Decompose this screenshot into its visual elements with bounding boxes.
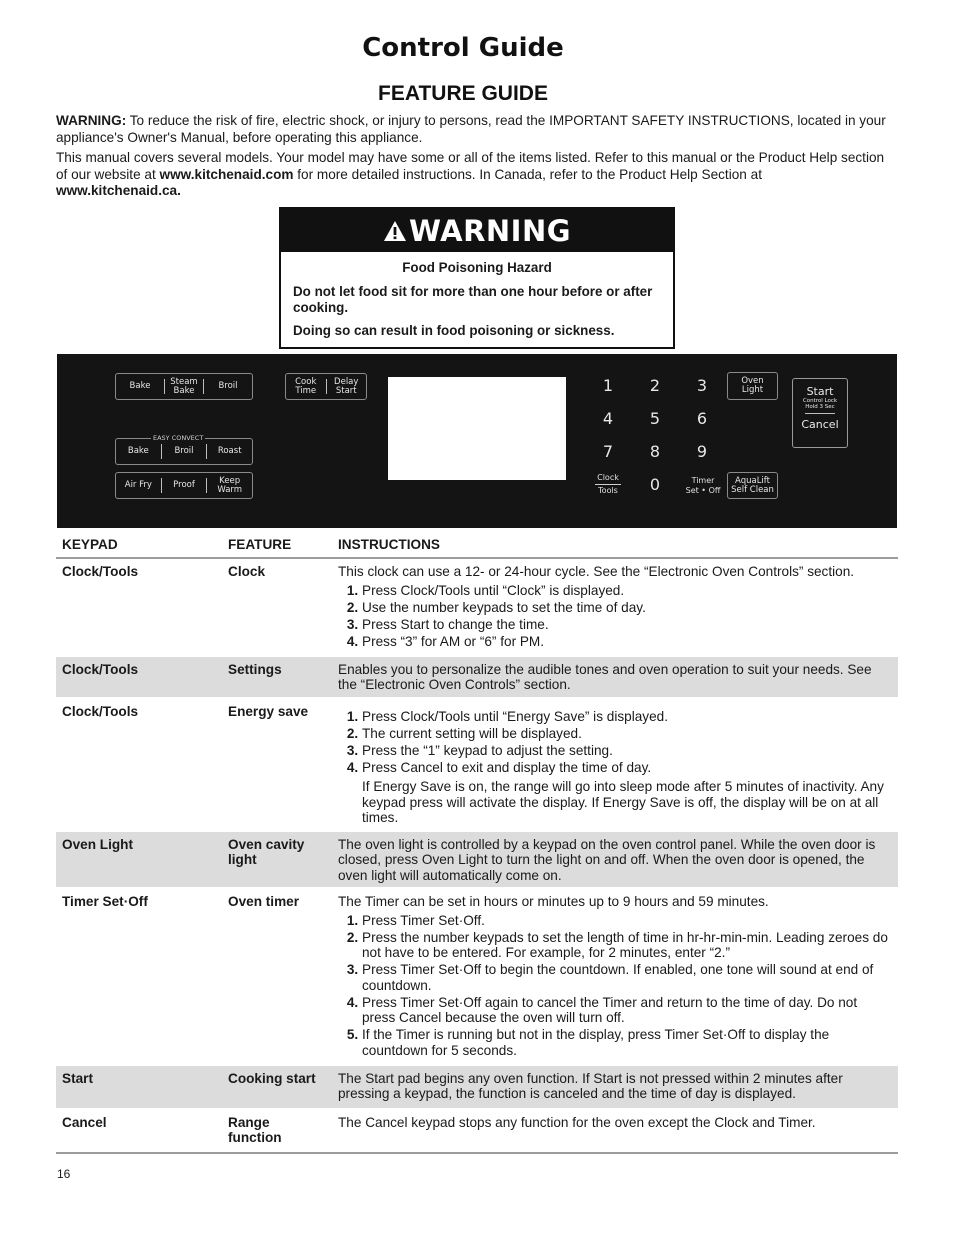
step-item: 2. The current setting will be displayed. bbox=[362, 726, 892, 742]
start-cancel-keypad bbox=[792, 378, 848, 448]
feature-cell: Oven timer bbox=[222, 888, 332, 1065]
step-item: 1. Press Timer Set·Off. bbox=[362, 913, 892, 929]
instructions-cell: The oven light is controlled by a keypad on the oven control panel. While the oven door is closed, press Oven Light to turn the light on and off. When the oven door is opened, the oven light will automatically come on. bbox=[332, 831, 898, 889]
timer-label: Timer bbox=[691, 476, 715, 485]
section-title: FEATURE GUIDE bbox=[378, 82, 548, 105]
instructions-cell: The Start pad begins any oven function. If Start is not pressed within 2 minutes after pressing a keypad, the function is canceled and the time of day is displayed. bbox=[332, 1065, 898, 1109]
table-row bbox=[56, 656, 898, 698]
digit-4-keypad[interactable]: 4 bbox=[602, 409, 614, 428]
air-fry-keypad[interactable]: Air Fry bbox=[124, 480, 152, 490]
digit-9-keypad[interactable]: 9 bbox=[696, 442, 708, 461]
manual-text-2: for more detailed instructions. In Canada, refer to the Product Help Section at bbox=[293, 166, 762, 182]
digit-0-keypad[interactable]: 0 bbox=[649, 475, 661, 494]
hazard-line-2: Doing so can result in food poisoning or sickness. bbox=[293, 323, 615, 338]
row-description: The Timer can be set in hours or minutes up to 9 hours and 59 minutes. bbox=[338, 894, 769, 909]
cook-mode-keypad-group bbox=[115, 373, 253, 400]
step-item: 4. Press Cancel to exit and display the time of day. bbox=[362, 760, 892, 776]
start-keypad[interactable]: Start bbox=[806, 385, 834, 398]
step-item: 1. Press Clock/Tools until “Energy Save” is displayed. bbox=[362, 709, 892, 725]
instructions-column-header: INSTRUCTIONS bbox=[332, 536, 898, 558]
oven-display bbox=[388, 377, 566, 480]
instructions-cell bbox=[332, 698, 898, 831]
clock-label: Clock bbox=[597, 473, 619, 482]
warning-label: WARNING: bbox=[56, 113, 127, 128]
tools-label: Tools bbox=[598, 486, 618, 495]
digit-3-keypad[interactable]: 3 bbox=[696, 376, 708, 395]
delay-start-keypad[interactable]: Delay Start bbox=[334, 376, 359, 396]
clock-tools-keypad[interactable] bbox=[590, 473, 626, 496]
hold-label: Hold 3 Sec bbox=[805, 404, 835, 410]
timer-set-off-keypad[interactable] bbox=[680, 476, 726, 496]
feature-cell: Oven cavity light bbox=[222, 831, 332, 889]
proof-keypad[interactable]: Proof bbox=[173, 480, 195, 490]
table-row bbox=[56, 888, 898, 1065]
oven-light-label: Oven Light bbox=[741, 376, 764, 395]
oven-light-keypad[interactable] bbox=[727, 372, 778, 400]
warning-header bbox=[281, 209, 673, 252]
table-row bbox=[56, 1109, 898, 1153]
broil-keypad[interactable]: Broil bbox=[218, 381, 238, 391]
convect-broil-keypad[interactable]: Broil bbox=[174, 446, 194, 456]
step-item: 4. Press Timer Set·Off again to cancel the Timer and return to the time of day. Do not press Cancel because the oven will turn off. bbox=[362, 995, 892, 1026]
convect-bake-keypad[interactable]: Bake bbox=[127, 446, 149, 456]
cancel-keypad[interactable]: Cancel bbox=[801, 418, 839, 431]
step-item: 2. Press the number keypads to set the length of time in hr-hr-min-min. Leading zeroes do not have to be entered. For example, for 2 minutes, enter “2.” bbox=[362, 930, 892, 961]
steam-bake-keypad[interactable]: Steam Bake bbox=[170, 376, 198, 396]
aqualift-self-clean-keypad[interactable] bbox=[727, 472, 778, 499]
feature-cell: Energy save bbox=[222, 698, 332, 831]
step-item: 4. Press “3” for AM or “6” for PM. bbox=[362, 634, 892, 650]
table-row bbox=[56, 558, 898, 656]
special-mode-keypad-group bbox=[115, 472, 253, 499]
control-lock-label: Control Lock bbox=[802, 398, 838, 404]
bake-keypad[interactable]: Bake bbox=[129, 381, 151, 391]
table-header-row bbox=[56, 536, 898, 558]
aqualift-label: AquaLift Self Clean bbox=[731, 475, 774, 495]
website-us-link[interactable]: www.kitchenaid.com bbox=[159, 166, 294, 182]
digit-1-keypad[interactable]: 1 bbox=[602, 376, 614, 395]
convect-roast-keypad[interactable]: Roast bbox=[217, 446, 242, 456]
table-row bbox=[56, 698, 898, 831]
digit-5-keypad[interactable]: 5 bbox=[649, 409, 661, 428]
set-off-label: Set • Off bbox=[685, 486, 721, 495]
easy-convect-keypad-group bbox=[115, 438, 253, 465]
manual-text-1: This manual covers several models. Your model may have some or all of the items listed. Refer to this manual or the Product Help section of our website at bbox=[56, 150, 885, 182]
steps-list bbox=[338, 913, 892, 1059]
hazard-line-1: Do not let food sit for more than one hour before or after cooking. bbox=[293, 284, 653, 315]
table-row bbox=[56, 831, 898, 889]
instructions-cell: Enables you to personalize the audible tones and oven operation to suit your needs. See the “Electronic Oven Controls” section. bbox=[332, 656, 898, 698]
keypad-cell: Clock/Tools bbox=[56, 656, 222, 698]
feature-table bbox=[56, 536, 898, 1154]
keypad-cell: Cancel bbox=[56, 1109, 222, 1153]
easy-convect-label: EASY CONVECT bbox=[153, 434, 204, 442]
step-item: 3. Press the “1” keypad to adjust the setting. bbox=[362, 743, 892, 759]
steps-list bbox=[338, 583, 892, 650]
keypad-cell: Oven Light bbox=[56, 831, 222, 889]
instructions-cell bbox=[332, 888, 898, 1065]
feature-cell: Clock bbox=[222, 558, 332, 656]
step-item: 2. Use the number keypads to set the time of day. bbox=[362, 600, 892, 616]
feature-column-header: FEATURE bbox=[222, 536, 332, 558]
safety-warning-paragraph bbox=[56, 113, 896, 146]
hazard-title: Food Poisoning Hazard bbox=[402, 260, 552, 275]
steps-list bbox=[338, 709, 892, 776]
keypad-cell: Start bbox=[56, 1065, 222, 1109]
step-item: 5. If the Timer is running but not in the display, press Timer Set·Off to display the countdown for 5 seconds. bbox=[362, 1027, 892, 1058]
instructions-cell: The Cancel keypad stops any function for the oven except the Clock and Timer. bbox=[332, 1109, 898, 1153]
keypad-column-header: KEYPAD bbox=[56, 536, 222, 558]
step-item: 1. Press Clock/Tools until “Clock” is displayed. bbox=[362, 583, 892, 599]
keypad-cell: Clock/Tools bbox=[56, 698, 222, 831]
step-item: 3. Press Start to change the time. bbox=[362, 617, 892, 633]
feature-cell: Range function bbox=[222, 1109, 332, 1153]
instructions-cell bbox=[332, 558, 898, 656]
timed-cook-keypad-group bbox=[285, 373, 367, 400]
row-description: This clock can use a 12- or 24-hour cycle. See the “Electronic Oven Controls” section. bbox=[338, 564, 855, 579]
energy-save-note: If Energy Save is on, the range will go into sleep mode after 5 minutes of inactivity. Any keypad press will activate the display. If Energy Save is off, the display will be on at all times. bbox=[362, 779, 884, 825]
manual-info-paragraph bbox=[56, 150, 896, 200]
table-row bbox=[56, 1065, 898, 1109]
cook-time-keypad[interactable]: Cook Time bbox=[295, 376, 317, 396]
warning-title: WARNING bbox=[408, 213, 572, 248]
digit-6-keypad[interactable]: 6 bbox=[696, 409, 708, 428]
feature-cell: Settings bbox=[222, 656, 332, 698]
website-ca-link[interactable]: www.kitchenaid.ca. bbox=[56, 183, 181, 198]
digit-7-keypad[interactable]: 7 bbox=[602, 442, 614, 461]
page-title: Control Guide bbox=[362, 33, 564, 63]
feature-cell: Cooking start bbox=[222, 1065, 332, 1109]
keypad-cell: Timer Set·Off bbox=[56, 888, 222, 1065]
keypad-cell: Clock/Tools bbox=[56, 558, 222, 656]
warning-triangle-icon bbox=[383, 220, 407, 242]
keep-warm-keypad[interactable]: Keep Warm bbox=[217, 475, 243, 495]
page-number: 16 bbox=[57, 1167, 71, 1181]
warning-text: To reduce the risk of fire, electric shock, or injury to persons, read the IMPORTANT SAFETY INSTRUCTIONS, located in your appliance's Owner's Manual, before operating this appliance. bbox=[56, 113, 886, 145]
control-panel bbox=[57, 354, 897, 528]
step-item: 3. Press Timer Set·Off to begin the countdown. If enabled, one tone will sound at end of countdown. bbox=[362, 962, 892, 993]
food-poisoning-warning-box bbox=[279, 207, 675, 349]
digit-2-keypad[interactable]: 2 bbox=[649, 376, 661, 395]
digit-8-keypad[interactable]: 8 bbox=[649, 442, 661, 461]
